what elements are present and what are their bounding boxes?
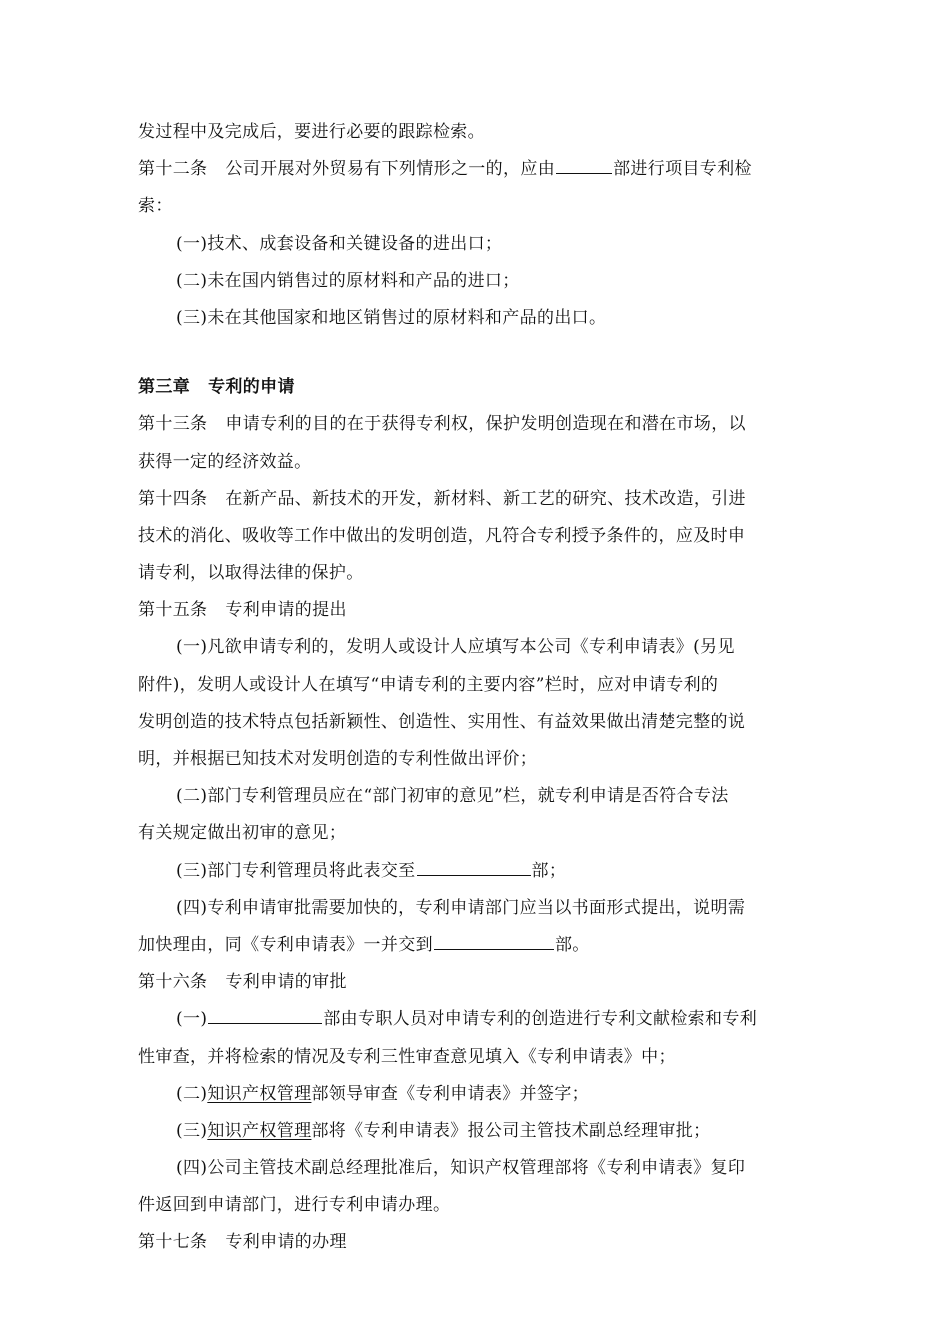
list-item xyxy=(138,1113,814,1150)
text-line: 索： xyxy=(138,196,173,217)
article-number: 第十三条 xyxy=(138,414,208,435)
list-item: (二)未在国内销售过的原材料和产品的进口； xyxy=(176,270,520,291)
list-text: 部将《专利申请表》报公司主管技术副总经理审批； xyxy=(311,1120,711,1141)
text-line: 有关规定做出初审的意见； xyxy=(138,823,347,844)
list-text: 部； xyxy=(531,860,567,881)
list-item: (四)专利申请审批需要加快的，专利申请部门应当以书面形式提出，说明需 xyxy=(176,897,746,918)
text-line: 件返回到申请部门，进行专利申请办理。 xyxy=(138,1195,451,1216)
list-item xyxy=(138,853,814,890)
list-item: (一)凡欲申请专利的，发明人或设计人应填写本公司《专利申请表》(另见 xyxy=(176,637,735,658)
list-item: (二)部门专利管理员应在“部门初审的意见”栏，就专利申请是否符合专法 xyxy=(176,786,729,807)
list-item: (四)公司主管技术副总经理批准后，知识产权管理部将《专利申请表》复印 xyxy=(176,1158,746,1179)
article-text: 公司开展对外贸易有下列情形之一的，应由 xyxy=(225,159,556,180)
article-text: 部进行项目专利检 xyxy=(613,159,752,180)
department-name: 知识产权管理 xyxy=(207,1120,312,1141)
list-number: (二) xyxy=(176,1083,208,1104)
fill-in-blank[interactable] xyxy=(434,932,554,950)
article-number: 第十四条 xyxy=(138,488,208,509)
department-name: 知识产权管理 xyxy=(207,1083,312,1104)
text-line: 发明创造的技术特点包括新颖性、创造性、实用性、有益效果做出清楚完整的说 xyxy=(138,711,746,732)
article-16 xyxy=(138,964,814,1001)
list-item xyxy=(138,1076,814,1113)
text-line: 请专利，以取得法律的保护。 xyxy=(138,563,364,584)
chapter-title: 专利的申请 xyxy=(208,377,295,398)
article-text: 申请专利的目的在于获得专利权，保护发明创造现在和潜在市场，以 xyxy=(225,414,746,435)
article-number: 第十五条 xyxy=(138,600,208,621)
list-text: 部。 xyxy=(554,934,590,955)
article-13 xyxy=(138,406,814,443)
text-line: 性审查，并将检索的情况及专利三性审查意见填入《专利申请表》中； xyxy=(138,1046,676,1067)
article-14 xyxy=(138,481,814,518)
list-item: (三)未在其他国家和地区销售过的原材料和产品的出口。 xyxy=(176,307,607,328)
text-line: 技术的消化、吸收等工作中做出的发明创造，凡符合专利授予条件的，应及时申 xyxy=(138,525,746,546)
text-line xyxy=(138,927,814,964)
list-text: 加快理由，同《专利申请表》一并交到 xyxy=(138,934,433,955)
list-item xyxy=(138,1001,814,1038)
document-page xyxy=(138,114,814,1262)
article-title: 专利申请的办理 xyxy=(225,1232,347,1253)
list-text: 部领导审查《专利申请表》并签字； xyxy=(311,1083,590,1104)
article-12 xyxy=(138,151,814,188)
text-line: 发过程中及完成后，要进行必要的跟踪检索。 xyxy=(138,122,485,142)
chapter-number: 第三章 xyxy=(138,377,191,398)
article-title: 专利申请的审批 xyxy=(225,972,347,993)
fill-in-blank[interactable] xyxy=(556,156,612,174)
article-number: 第十六条 xyxy=(138,972,208,993)
list-text: (三)部门专利管理员将此表交至 xyxy=(176,860,416,881)
article-number: 第十七条 xyxy=(138,1232,208,1253)
chapter-heading xyxy=(138,369,814,406)
article-15 xyxy=(138,592,814,629)
fill-in-blank[interactable] xyxy=(208,1006,322,1024)
fill-in-blank[interactable] xyxy=(417,858,531,876)
text-line: 明，并根据已知技术对发明创造的专利性做出评价； xyxy=(138,749,538,769)
list-item: (一)技术、成套设备和关键设备的进出口； xyxy=(176,233,503,254)
article-17 xyxy=(138,1224,814,1261)
text-line: 获得一定的经济效益。 xyxy=(138,451,312,472)
article-title: 专利申请的提出 xyxy=(225,600,347,621)
article-text: 在新产品、新技术的开发，新材料、新工艺的研究、技术改造，引进 xyxy=(225,488,746,509)
text-line: 附件)，发明人或设计人在填写“申请专利的主要内容”栏时，应对申请专利的 xyxy=(138,674,719,695)
list-text: 部由专职人员对申请专利的创造进行专利文献检索和专利 xyxy=(323,1009,758,1030)
article-number: 第十二条 xyxy=(138,159,208,180)
list-number: (三) xyxy=(176,1120,208,1141)
list-number: (一) xyxy=(176,1009,208,1030)
